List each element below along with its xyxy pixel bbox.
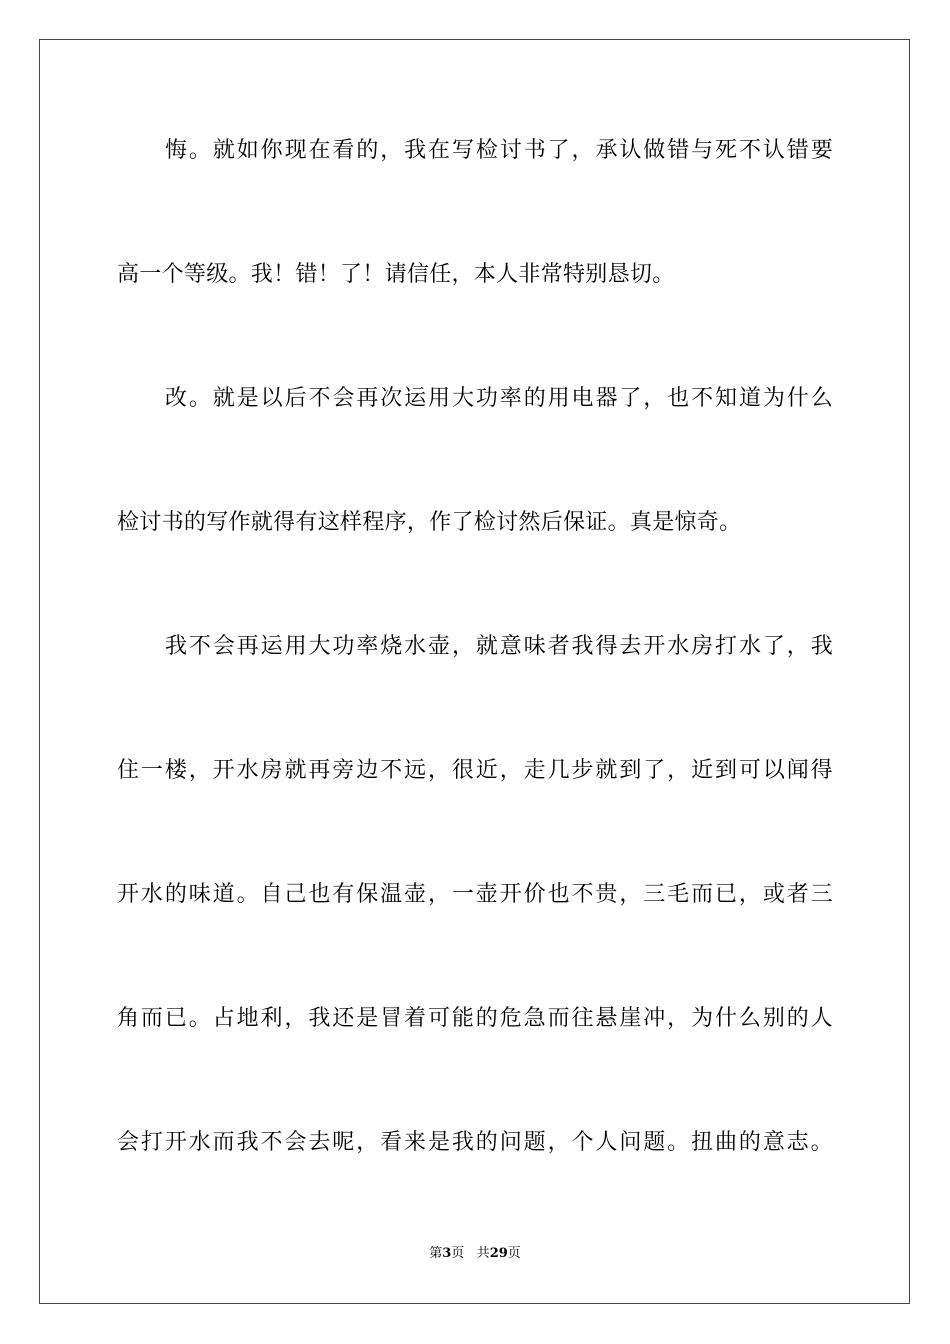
paragraph-3-line-2: 住一楼，开水房就再旁边不远，很近，走几步就到了，近到可以闻得 <box>117 758 833 783</box>
paragraph-3-line-3: 开水的味道。自己也有保温壶，一壶开价也不贵，三毛而已，或者三 <box>117 882 833 907</box>
page-footer <box>0 1245 950 1263</box>
total-suffix: 页 <box>507 1246 521 1261</box>
page-prefix: 第 <box>429 1246 443 1261</box>
page-current: 3 <box>442 1246 452 1261</box>
paragraph-3-line-5: 会打开水而我不会去呢，看来是我的问题，个人问题。扭曲的意志。 <box>117 1130 833 1155</box>
paragraph-3-line-4: 角而已。占地利，我还是冒着可能的危急而往悬崖冲，为什么别的人 <box>117 1006 833 1031</box>
paragraph-2-line-1: 改。就是以后不会再次运用大功率的用电器了，也不知道为什么 <box>165 386 833 411</box>
page-suffix: 页 <box>451 1246 465 1261</box>
paragraph-2-line-2: 检讨书的写作就得有这样程序，作了检讨然后保证。真是惊奇。 <box>117 510 742 535</box>
paragraph-3-line-1: 我不会再运用大功率烧水壶，就意味者我得去开水房打水了，我 <box>165 634 833 659</box>
total-prefix: 共 <box>476 1246 490 1261</box>
page-frame <box>39 39 910 1304</box>
paragraph-1-line-1: 悔。就如你现在看的，我在写检讨书了，承认做错与死不认错要 <box>165 138 833 163</box>
page-total: 29 <box>489 1246 508 1261</box>
paragraph-1-line-2: 高一个等级。我！错！了！请信任，本人非常特别恳切。 <box>117 262 675 287</box>
